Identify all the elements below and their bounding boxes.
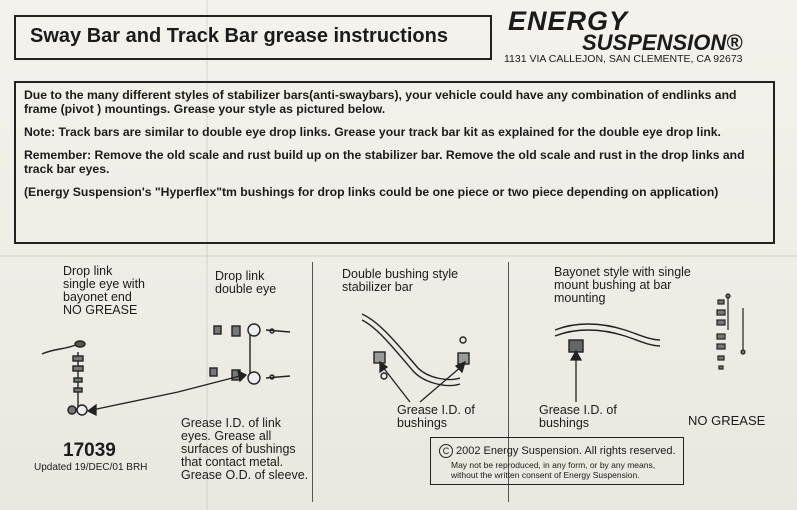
page-title: Sway Bar and Track Bar grease instructions: [30, 25, 448, 47]
note-track-bars: Note: Track bars are similar to double eye drop links. Grease your track bar kit as explained for the double eye drop link.: [24, 125, 721, 139]
copyright-box: [430, 437, 684, 485]
copyright-icon: C: [439, 444, 453, 458]
section-double-bushing: Double bushing style stabilizer bar: [342, 267, 459, 294]
section-drop-link-double: Drop link double eye: [215, 269, 277, 296]
copyright-line: [439, 444, 676, 458]
grease-callout-arrows: [88, 351, 581, 415]
grease-link-instructions: Grease I.D. of link eyes. Grease all surfaces of bushings that contact metal. Grease O.D. of sleeve.: [181, 416, 309, 482]
note-intro: Due to the many different styles of stabilizer bars(anti-swaybars), your vehicle could have any combination of endlinks and frame (pivot ) mountings. Grease your style as pictured below.: [24, 88, 737, 116]
section-drop-link-single: Drop link single eye with bayonet end NO GREASE: [63, 264, 145, 317]
copyright-text: 2002 Energy Suspension. All rights reserved.: [456, 445, 676, 457]
company-address: 1131 VIA CALLEJON, SAN CLEMENTE, CA 92673: [504, 53, 743, 65]
note-hyperflex: (Energy Suspension's "Hyperflex"tm bushings for drop links could be one piece or two piece depending on application): [24, 185, 719, 199]
grease-bushings-bayonet: Grease I.D. of bushings: [539, 403, 617, 430]
section-bayonet-style: Bayonet style with single mount bushing at bar mounting: [554, 265, 691, 305]
no-grease-hardware-illustration: [717, 294, 745, 369]
double-eye-drop-link-illustration: [210, 324, 290, 384]
single-eye-drop-link-illustration: [42, 341, 87, 415]
grease-bushings-double: Grease I.D. of bushings: [397, 403, 475, 430]
no-grease-label: NO GREASE: [688, 413, 766, 428]
logo-suspension-text: SUSPENSION®: [582, 30, 743, 55]
logo-energy-text: ENERGY: [508, 6, 629, 36]
double-bushing-stabilizer-illustration: [362, 314, 469, 386]
part-number: 17039: [63, 440, 116, 461]
note-remember: Remember: Remove the old scale and rust build up on the stabilizer bar. Remove the old scale and rust in the drop links and track bar eyes.: [24, 148, 745, 176]
updated-stamp: Updated 19/DEC/01 BRH: [34, 462, 148, 473]
copyright-notice: May not be reproduced, in any form, or by any means, without the written consent of Energy Suspension.: [451, 460, 656, 480]
bayonet-mount-stabilizer-illustration: [555, 324, 660, 352]
